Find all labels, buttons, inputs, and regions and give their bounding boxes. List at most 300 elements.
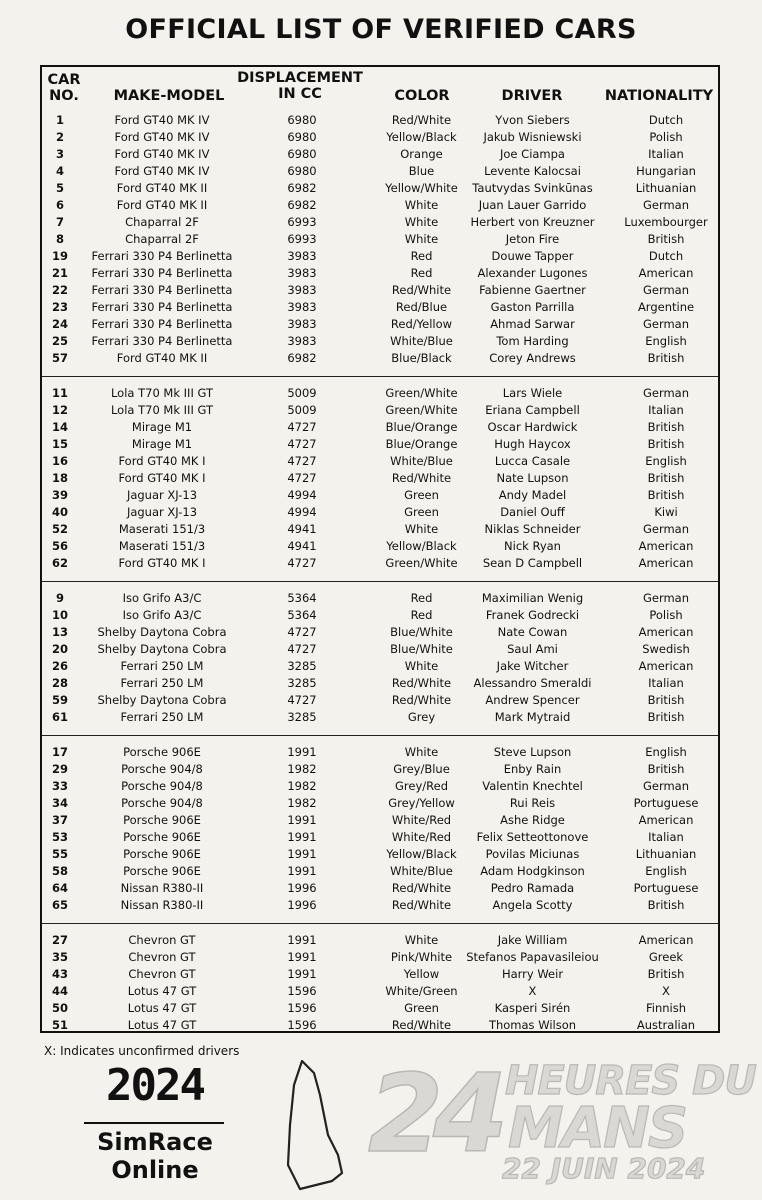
color: White — [404, 215, 439, 229]
car-number: 57 — [51, 351, 68, 365]
nationality: British — [647, 762, 685, 776]
table-row — [42, 829, 718, 846]
driver: Jake William — [497, 933, 568, 947]
make-model: Ford GT40 MK IV — [114, 164, 210, 178]
color: Red/Yellow — [390, 317, 453, 331]
driver: Franek Godrecki — [485, 608, 580, 622]
nationality: British — [647, 420, 685, 434]
car-number: 26 — [51, 659, 68, 673]
car-number: 1 — [55, 113, 64, 127]
displacement: 1996 — [287, 898, 317, 912]
header-car-no-line1: CAR — [47, 72, 81, 88]
driver: Enby Rain — [503, 762, 562, 776]
color: White/Blue — [390, 454, 453, 468]
driver: Oscar Hardwick — [487, 420, 578, 434]
nationality: English — [645, 864, 687, 878]
displacement: 4994 — [287, 505, 317, 519]
nationality: Dutch — [648, 113, 684, 127]
nationality: British — [647, 488, 685, 502]
make-model: Ferrari 250 LM — [120, 659, 204, 673]
make-model: Nissan R380-II — [120, 881, 204, 895]
nationality: German — [642, 779, 690, 793]
displacement: 4727 — [287, 454, 317, 468]
car-number: 28 — [51, 676, 68, 690]
logo-divider — [84, 1122, 224, 1124]
car-number: 35 — [51, 950, 68, 964]
make-model: Mirage M1 — [131, 437, 193, 451]
displacement: 4727 — [287, 693, 317, 707]
nationality: Luxembourger — [624, 215, 708, 229]
nationality: Argentine — [637, 300, 695, 314]
table-row — [42, 863, 718, 880]
displacement: 6982 — [287, 181, 317, 195]
driver: Ahmad Sarwar — [490, 317, 575, 331]
make-model: Ferrari 330 P4 Berlinetta — [91, 283, 233, 297]
make-model: Porsche 904/8 — [121, 796, 203, 810]
color: Green — [404, 488, 439, 502]
cars-table — [40, 65, 720, 1033]
driver: Kasperi Sirén — [494, 1001, 571, 1015]
color: Red — [410, 266, 433, 280]
driver: Levente Kalocsai — [484, 164, 581, 178]
color: Grey — [407, 710, 436, 724]
displacement: 3285 — [287, 710, 317, 724]
car-number: 37 — [51, 813, 68, 827]
driver: Juan Lauer Garrido — [478, 198, 587, 212]
make-model: Chevron GT — [128, 933, 196, 947]
displacement: 1991 — [287, 813, 317, 827]
table-row — [42, 487, 718, 504]
make-model: Shelby Daytona Cobra — [97, 693, 227, 707]
car-number: 51 — [51, 1018, 68, 1032]
table-row — [42, 129, 718, 146]
make-model: Ford GT40 MK I — [118, 556, 206, 570]
table-body — [42, 112, 718, 1034]
color: Red/White — [391, 113, 452, 127]
color: White/Blue — [390, 334, 453, 348]
nationality: Italian — [648, 403, 684, 417]
make-model: Porsche 906E — [123, 830, 201, 844]
make-model: Chaparral 2F — [125, 232, 199, 246]
displacement: 4727 — [287, 471, 317, 485]
displacement: 5009 — [287, 386, 317, 400]
car-number: 16 — [51, 454, 68, 468]
car-number: 19 — [51, 249, 68, 263]
driver: Jake Witcher — [496, 659, 569, 673]
color: Blue/White — [390, 642, 453, 656]
driver: Pedro Ramada — [490, 881, 575, 895]
page-title: OFFICIAL LIST OF VERIFIED CARS — [125, 14, 637, 45]
nationality: British — [647, 232, 685, 246]
driver: Joe Ciampa — [500, 147, 565, 161]
table-row — [42, 1017, 718, 1034]
driver: Thomas Wilson — [488, 1018, 577, 1032]
driver: Mark Mytraid — [494, 710, 571, 724]
table-row — [42, 778, 718, 795]
make-model: Porsche 904/8 — [121, 779, 203, 793]
displacement: 1991 — [287, 847, 317, 861]
table-row — [42, 983, 718, 1000]
car-number: 24 — [51, 317, 68, 331]
lemans-date: 22 JUIN 2024 — [502, 1152, 706, 1185]
table-row — [42, 607, 718, 624]
make-model: Jaguar XJ-13 — [126, 505, 198, 519]
table-row — [42, 897, 718, 914]
make-model: Jaguar XJ-13 — [126, 488, 198, 502]
driver: Andrew Spencer — [485, 693, 580, 707]
make-model: Lotus 47 GT — [127, 984, 197, 998]
car-number: 59 — [51, 693, 68, 707]
car-number: 43 — [51, 967, 68, 981]
displacement: 5364 — [287, 608, 317, 622]
car-number: 29 — [51, 762, 68, 776]
car-number: 13 — [51, 625, 68, 639]
nationality: British — [647, 710, 685, 724]
header-car-no — [42, 72, 86, 104]
table-row — [42, 350, 718, 367]
color: Red/White — [391, 283, 452, 297]
driver: Harry Weir — [501, 967, 564, 981]
logo-name: SimRace Online — [97, 1128, 213, 1184]
color: Yellow — [403, 967, 440, 981]
displacement: 1991 — [287, 950, 317, 964]
color: White/Green — [385, 984, 458, 998]
header-color: COLOR — [394, 88, 450, 104]
car-number: 17 — [51, 745, 68, 759]
color: Grey/Red — [395, 779, 448, 793]
make-model: Ford GT40 MK II — [116, 198, 208, 212]
header-nationality: NATIONALITY — [604, 88, 714, 104]
make-model: Ford GT40 MK I — [118, 454, 206, 468]
nationality: German — [642, 386, 690, 400]
nationality: Hungarian — [636, 164, 696, 178]
displacement: 3983 — [287, 334, 317, 348]
driver: Jakub Wisniewski — [483, 130, 582, 144]
displacement: 6982 — [287, 198, 317, 212]
nationality: American — [638, 659, 694, 673]
table-header — [42, 67, 718, 111]
car-number: 7 — [55, 215, 64, 229]
car-number: 22 — [51, 283, 68, 297]
nationality: German — [642, 317, 690, 331]
car-number: 39 — [51, 488, 68, 502]
make-model: Nissan R380-II — [120, 898, 204, 912]
car-number: 50 — [51, 1001, 68, 1015]
driver: Ashe Ridge — [500, 813, 565, 827]
table-row — [42, 538, 718, 555]
nationality: Swedish — [642, 642, 690, 656]
header-displacement-line2: IN CC — [278, 86, 322, 102]
nationality: Polish — [649, 130, 683, 144]
driver: Nick Ryan — [504, 539, 561, 553]
displacement: 4727 — [287, 420, 317, 434]
nationality: British — [647, 693, 685, 707]
table-row — [42, 299, 718, 316]
displacement: 3983 — [287, 300, 317, 314]
driver: Niklas Schneider — [484, 522, 581, 536]
displacement: 4727 — [287, 437, 317, 451]
displacement: 4941 — [287, 522, 317, 536]
driver: Hugh Haycox — [494, 437, 571, 451]
table-row — [42, 282, 718, 299]
nationality: American — [638, 539, 694, 553]
color: Yellow/Black — [386, 130, 457, 144]
car-number: 65 — [51, 898, 68, 912]
table-row — [42, 692, 718, 709]
table-row — [42, 932, 718, 949]
nationality: Greek — [648, 950, 684, 964]
car-number: 8 — [55, 232, 64, 246]
color: Blue — [408, 164, 435, 178]
car-number: 9 — [55, 591, 64, 605]
nationality: Portuguese — [633, 796, 699, 810]
color: Green/White — [385, 403, 458, 417]
lemans-mans-text: MANS — [508, 1096, 687, 1161]
table-row — [42, 419, 718, 436]
make-model: Ferrari 330 P4 Berlinetta — [91, 249, 233, 263]
car-number: 20 — [51, 642, 68, 656]
car-number: 12 — [51, 403, 68, 417]
make-model: Lotus 47 GT — [127, 1001, 197, 1015]
color: Yellow/Black — [386, 847, 457, 861]
displacement: 6993 — [287, 232, 317, 246]
nationality: British — [647, 898, 685, 912]
table-row — [42, 761, 718, 778]
make-model: Ferrari 250 LM — [120, 710, 204, 724]
header-displacement — [230, 70, 370, 102]
driver: Valentin Knechtel — [482, 779, 583, 793]
displacement: 1996 — [287, 881, 317, 895]
car-number: 23 — [51, 300, 68, 314]
header-displacement-line1: DISPLACEMENT — [237, 70, 363, 86]
color: Red/White — [391, 1018, 452, 1032]
color: Green/White — [385, 386, 458, 400]
displacement: 4941 — [287, 539, 317, 553]
displacement: 6980 — [287, 113, 317, 127]
table-row — [42, 641, 718, 658]
car-group — [42, 744, 718, 914]
color: White — [404, 745, 439, 759]
displacement: 3983 — [287, 266, 317, 280]
table-row — [42, 624, 718, 641]
displacement: 6993 — [287, 215, 317, 229]
color: Red/White — [391, 898, 452, 912]
table-row — [42, 197, 718, 214]
driver: Alexander Lugones — [477, 266, 588, 280]
color: Blue/Orange — [385, 420, 458, 434]
displacement: 3285 — [287, 659, 317, 673]
make-model: Ford GT40 MK IV — [114, 130, 210, 144]
table-row — [42, 812, 718, 829]
color: Blue/White — [390, 625, 453, 639]
table-row — [42, 795, 718, 812]
nationality: American — [638, 266, 694, 280]
table-row — [42, 555, 718, 572]
color: Red/White — [391, 693, 452, 707]
displacement: 6980 — [287, 164, 317, 178]
color: Red — [410, 591, 433, 605]
table-row — [42, 385, 718, 402]
driver: X — [528, 984, 537, 998]
color: Blue/Orange — [385, 437, 458, 451]
nationality: Kiwi — [654, 505, 678, 519]
color: Orange — [400, 147, 443, 161]
color: Yellow/Black — [386, 539, 457, 553]
car-number: 25 — [51, 334, 68, 348]
table-row — [42, 504, 718, 521]
driver: Lars Wiele — [502, 386, 563, 400]
car-number: 40 — [51, 505, 68, 519]
nationality: Italian — [648, 676, 684, 690]
displacement: 1596 — [287, 1001, 317, 1015]
color: Yellow/White — [385, 181, 458, 195]
nationality: German — [642, 591, 690, 605]
header-make-model: MAKE-MODEL — [113, 88, 225, 104]
nationality: German — [642, 283, 690, 297]
make-model: Ferrari 330 P4 Berlinetta — [91, 317, 233, 331]
displacement: 1982 — [287, 762, 317, 776]
driver: Gaston Parrilla — [490, 300, 575, 314]
car-number: 15 — [51, 437, 68, 451]
make-model: Mirage M1 — [131, 420, 193, 434]
nationality: X — [662, 984, 670, 998]
make-model: Porsche 906E — [123, 864, 201, 878]
car-number: 14 — [51, 420, 68, 434]
driver: Douwe Tapper — [491, 249, 574, 263]
car-number: 27 — [51, 933, 68, 947]
displacement: 1596 — [287, 1018, 317, 1032]
car-number: 34 — [51, 796, 68, 810]
car-number: 64 — [51, 881, 68, 895]
table-row — [42, 112, 718, 129]
car-number: 33 — [51, 779, 68, 793]
driver: Yvon Siebers — [495, 113, 570, 127]
displacement: 5009 — [287, 403, 317, 417]
car-group — [42, 932, 718, 1034]
table-row — [42, 1000, 718, 1017]
car-number: 3 — [55, 147, 64, 161]
car-number: 44 — [51, 984, 68, 998]
displacement: 1991 — [287, 830, 317, 844]
make-model: Ferrari 250 LM — [120, 676, 204, 690]
driver: Nate Cowan — [497, 625, 568, 639]
nationality: German — [642, 522, 690, 536]
color: Pink/White — [390, 950, 453, 964]
nationality: Lithuanian — [635, 847, 697, 861]
car-number: 58 — [51, 864, 68, 878]
driver: Felix Setteottonove — [476, 830, 589, 844]
make-model: Maserati 151/3 — [118, 539, 206, 553]
car-group — [42, 385, 718, 572]
table-row — [42, 744, 718, 761]
car-number: 21 — [51, 266, 68, 280]
color: White/Red — [391, 813, 452, 827]
table-row — [42, 248, 718, 265]
nationality: English — [645, 334, 687, 348]
nationality: Italian — [648, 147, 684, 161]
header-car-no-line2: NO. — [49, 88, 79, 104]
color: Red — [410, 249, 433, 263]
displacement: 1982 — [287, 779, 317, 793]
driver: Fabienne Gaertner — [479, 283, 586, 297]
displacement: 6980 — [287, 147, 317, 161]
table-row — [42, 880, 718, 897]
nationality: British — [647, 351, 685, 365]
color: White/Blue — [390, 864, 453, 878]
make-model: Iso Grifo A3/C — [122, 591, 202, 605]
footnote: X: Indicates unconfirmed drivers — [44, 1044, 240, 1058]
table-row — [42, 658, 718, 675]
driver: Daniel Ouff — [500, 505, 565, 519]
table-row — [42, 231, 718, 248]
displacement: 4994 — [287, 488, 317, 502]
driver: Angela Scotty — [492, 898, 573, 912]
make-model: Ford GT40 MK II — [116, 351, 208, 365]
displacement: 6980 — [287, 130, 317, 144]
color: Grey/Yellow — [388, 796, 455, 810]
lemans-24-logo: 24 — [368, 1052, 499, 1177]
car-number: 6 — [55, 198, 64, 212]
nationality: American — [638, 625, 694, 639]
driver: Alessandro Smeraldi — [473, 676, 592, 690]
make-model: Maserati 151/3 — [118, 522, 206, 536]
color: Blue/Black — [391, 351, 452, 365]
make-model: Ford GT40 MK I — [118, 471, 206, 485]
color: Grey/Blue — [393, 762, 450, 776]
driver: Herbert von Kreuzner — [470, 215, 595, 229]
car-number: 52 — [51, 522, 68, 536]
table-row — [42, 590, 718, 607]
color: White — [404, 933, 439, 947]
make-model: Chevron GT — [128, 967, 196, 981]
driver: Saul Ami — [507, 642, 558, 656]
make-model: Ferrari 330 P4 Berlinetta — [91, 266, 233, 280]
displacement: 1991 — [287, 933, 317, 947]
nationality: American — [638, 813, 694, 827]
driver: Maximilian Wenig — [481, 591, 584, 605]
table-row — [42, 214, 718, 231]
make-model: Porsche 906E — [123, 745, 201, 759]
displacement: 4727 — [287, 642, 317, 656]
driver: Rui Reis — [509, 796, 556, 810]
color: Red/Blue — [395, 300, 448, 314]
make-model: Lola T70 Mk III GT — [110, 403, 214, 417]
header-driver: DRIVER — [501, 88, 563, 104]
make-model: Iso Grifo A3/C — [122, 608, 202, 622]
car-number: 2 — [55, 130, 64, 144]
color: White — [404, 659, 439, 673]
make-model: Ford GT40 MK IV — [114, 147, 210, 161]
driver: Tom Harding — [496, 334, 569, 348]
car-number: 11 — [51, 386, 68, 400]
table-row — [42, 265, 718, 282]
car-group — [42, 590, 718, 726]
make-model: Chaparral 2F — [125, 215, 199, 229]
table-row — [42, 436, 718, 453]
make-model: Ford GT40 MK II — [116, 181, 208, 195]
nationality: Italian — [648, 830, 684, 844]
nationality: American — [638, 933, 694, 947]
nationality: British — [647, 471, 685, 485]
displacement: 1982 — [287, 796, 317, 810]
displacement: 1991 — [287, 864, 317, 878]
make-model: Lotus 47 GT — [127, 1018, 197, 1032]
displacement: 5364 — [287, 591, 317, 605]
table-row — [42, 675, 718, 692]
group-divider — [42, 581, 718, 582]
nationality: American — [638, 556, 694, 570]
table-row — [42, 709, 718, 726]
